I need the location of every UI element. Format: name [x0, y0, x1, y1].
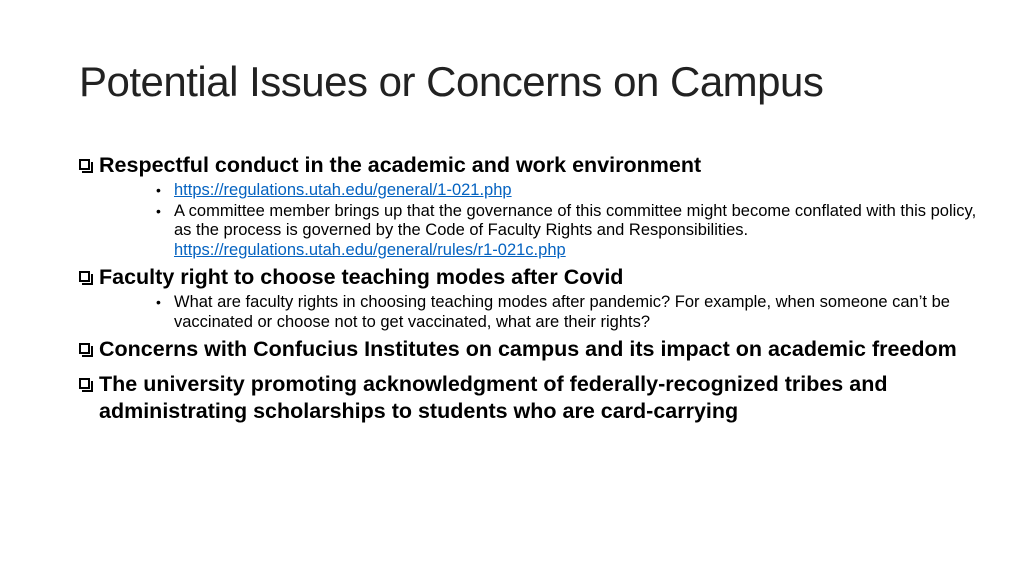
- sub-item: [156, 181, 979, 201]
- bullet-respectful-conduct: [79, 152, 979, 179]
- bullet-teaching-modes: [79, 264, 979, 291]
- bullet-heading: Faculty right to choose teaching modes after Covid: [99, 265, 624, 289]
- sub-item-text: What are faculty rights in choosing teaching modes after pandemic? For example, when someone can’t be vaccinated or choose not to get vaccinated, what are their rights?: [174, 293, 950, 331]
- sub-list: [79, 293, 979, 332]
- slide-title: Potential Issues or Concerns on Campus: [79, 58, 824, 105]
- sub-item: [156, 293, 979, 332]
- bullet-heading: Respectful conduct in the academic and work environment: [99, 153, 702, 177]
- bullet-tribes-scholarships: [79, 371, 979, 425]
- policy-link-1-021[interactable]: https://regulations.utah.edu/general/1-021.php: [174, 181, 512, 199]
- policy-link-r1-021c[interactable]: https://regulations.utah.edu/general/rules/r1-021c.php: [174, 240, 566, 259]
- bullet-dot-icon: •: [156, 182, 161, 198]
- bullet-dot-icon: •: [156, 202, 161, 219]
- bullet-heading: The university promoting acknowledgment of federally-recognized tribes and administrating scholarships to students who are card-carrying: [99, 372, 888, 423]
- bullet-confucius-institutes: [79, 336, 979, 363]
- bullet-heading: Concerns with Confucius Institutes on campus and its impact on academic freedom: [99, 337, 957, 361]
- sub-item: [156, 201, 979, 261]
- sub-item-text: A committee member brings up that the governance of this committee might become conflated with this policy, as the process is governed by the Code of Faculty Rights and Responsibilities.: [174, 201, 977, 239]
- sub-list: [79, 181, 979, 260]
- bullet-dot-icon: •: [156, 294, 161, 310]
- slide-content: [79, 152, 979, 425]
